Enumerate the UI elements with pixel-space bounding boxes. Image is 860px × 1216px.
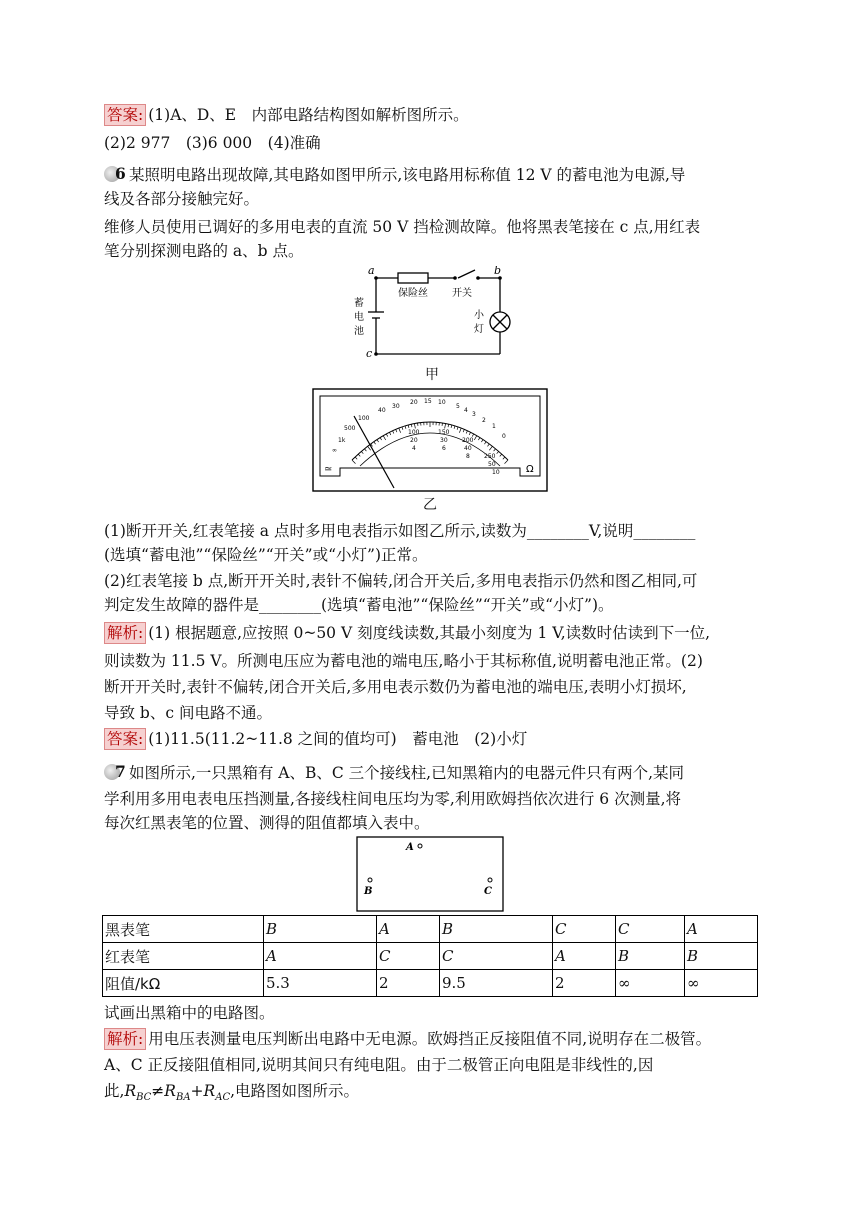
- scale-tick: [408, 425, 409, 428]
- scale-tick: [489, 446, 492, 450]
- q6-answer-line: [104, 728, 527, 750]
- dc3-tick-8: 8: [466, 453, 470, 460]
- scale-tick: [505, 460, 508, 464]
- q7-analysis-line-1: [104, 1028, 711, 1050]
- scale-tick: [361, 451, 363, 453]
- ohm-tick-20: 20: [410, 399, 418, 406]
- table-cell: B: [266, 920, 278, 938]
- scale-tick: [364, 449, 366, 451]
- ohm-tick-4: 4: [464, 407, 468, 414]
- question-number: 6: [115, 164, 126, 183]
- scale-tick: [445, 424, 446, 429]
- scale-tick: [500, 454, 502, 456]
- measurement-table: [102, 915, 758, 997]
- question-number: 7: [115, 762, 126, 781]
- scale-tick: [358, 454, 360, 456]
- ohm-tick-100: 100: [358, 415, 370, 422]
- terminal-a-label: A: [406, 842, 414, 853]
- switch-label: 开关: [452, 288, 472, 299]
- q6-part1-line-2: (选填“蓄电池”“保险丝”“开关”或“小灯”)正常。: [104, 546, 428, 564]
- scale-tick: [503, 457, 505, 459]
- scale-tick: [448, 424, 449, 427]
- answer-tag: 答案:: [104, 104, 146, 126]
- fuse-label: 保险丝: [398, 288, 428, 299]
- dc3-tick-6: 6: [442, 445, 446, 452]
- table-cell: B: [687, 947, 699, 965]
- row-header: 黑表笔: [103, 916, 264, 943]
- ohm-tick-0: 0: [502, 433, 506, 440]
- q6-answer-text: (1)11.5(11.2~11.8 之间的值均可) 蓄电池 (2)小灯: [148, 730, 528, 748]
- scale-tick: [484, 442, 486, 444]
- scale-tick: [487, 444, 489, 446]
- table-cell: 5.3: [264, 970, 377, 997]
- scale-tick: [377, 440, 379, 443]
- q6-analysis-line-3: 断开开关时,表针不偏转,闭合开关后,多用电表示数仍为蓄电池的端电压,表明小灯损坏,: [104, 678, 687, 696]
- q6-analysis-line-1: [104, 622, 710, 644]
- row-header: 红表笔: [103, 943, 264, 970]
- table-cell: C: [618, 920, 630, 938]
- scale-tick: [494, 449, 496, 451]
- table-cell: ∞: [616, 970, 685, 997]
- ohm-tick-2: 2: [482, 417, 486, 424]
- table-cell: B: [442, 920, 454, 938]
- q6-text-4: 笔分别探测电路的 a、b 点。: [104, 242, 304, 260]
- scale-tick: [386, 434, 387, 437]
- dc2-tick-40: 40: [464, 445, 472, 452]
- dc-tick-100: 100: [408, 429, 420, 436]
- multimeter-dial-yi: [312, 388, 548, 492]
- ohm-tick-1: 1: [492, 423, 496, 430]
- table-cell: A: [687, 920, 698, 938]
- table-cell: A: [379, 920, 390, 938]
- answer-line: [104, 104, 469, 126]
- scale-tick: [411, 424, 412, 427]
- scale-tick: [469, 432, 470, 435]
- dc-tick-150: 150: [438, 429, 450, 436]
- scale-tick: [374, 442, 376, 444]
- q6-part2-line-1: (2)红表笔接 b 点,断开开关时,表针不偏转,闭合开关后,多用电表指示仍然和图乙相同,可: [104, 572, 698, 590]
- scale-tick: [457, 427, 458, 430]
- black-box-diagram: [356, 836, 504, 912]
- ohm-tick-30: 30: [392, 403, 400, 410]
- answer-line-2: (2)2 977 (3)6 000 (4)准确: [104, 134, 321, 152]
- ohm-symbol: Ω: [526, 464, 534, 475]
- table-cell: A: [555, 947, 566, 965]
- table-row: [103, 943, 758, 970]
- scale-tick: [463, 429, 464, 432]
- dc2-tick-50: 50: [488, 461, 496, 468]
- q6-part1-line-1: (1)断开开关,红表笔接 a 点时多用电表指示如图乙所示,读数为________V,说明________: [104, 522, 696, 540]
- table-cell: B: [618, 947, 630, 965]
- analysis-tag: 解析:: [104, 622, 146, 644]
- node-c-label: c: [366, 347, 373, 360]
- table-cell: 2: [553, 970, 616, 997]
- scale-tick: [405, 426, 406, 429]
- terminal-c-label: C: [484, 886, 492, 897]
- circuit-diagram-jia: [340, 266, 520, 362]
- q7-text-2: 学利用多用电表电压挡测量,各接线柱间电压均为零,利用欧姆挡依次进行 6 次测量,将: [104, 790, 681, 808]
- q6-analysis-line-4: 导致 b、c 间电路不通。: [104, 704, 272, 722]
- dc-tick-250: 250: [484, 453, 496, 460]
- q7-analysis-line-2: A、C 正反接阻值相同,说明其间只有纯电阻。由于二极管正向电阻是非线性的,因: [104, 1056, 654, 1074]
- table-row: [103, 970, 758, 997]
- table-cell: 9.5: [440, 970, 553, 997]
- q6-analysis-line-2: 则读数为 11.5 V。所测电压应为蓄电池的端电压,略小于其标称值,说明蓄电池正常。(2): [104, 652, 703, 670]
- scale-tick: [451, 425, 452, 428]
- q6-analysis-text-1: (1) 根据题意,应按照 0~50 V 刻度线读数,其最小刻度为 1 V,读数时估读到下一位,: [148, 624, 711, 642]
- ohm-tick-5: 5: [456, 403, 460, 410]
- ohm-tick-10: 10: [438, 399, 446, 406]
- battery-label-1: 蓄: [354, 298, 364, 309]
- battery-label-3: 池: [354, 326, 364, 337]
- scale-tick: [368, 446, 371, 450]
- scale-tick: [399, 428, 401, 433]
- question-number-badge: [104, 166, 124, 182]
- scale-tick: [355, 457, 357, 459]
- table-cell: 2: [377, 970, 440, 997]
- q6-part2-line-2: 判定发生故障的器件是________(选填“蓄电池”“保险丝”“开关”或“小灯”)。: [104, 596, 614, 614]
- table-cell: ∞: [685, 970, 758, 997]
- q6-text-2: 线及各部分接触完好。: [104, 190, 260, 208]
- ohm-tick-1k: 1k: [338, 437, 346, 444]
- lamp-label-1: 小: [474, 310, 484, 321]
- q7-analysis-text-1: 用电压表测量电压判断出电路中无电源。欧姆挡正反接阻值不同,说明存在二极管。: [148, 1030, 712, 1048]
- scale-tick: [396, 429, 397, 432]
- scale-tick: [352, 460, 355, 464]
- dc2-tick-20: 20: [410, 437, 418, 444]
- q7-line-1: [104, 762, 684, 784]
- scale-tick: [389, 432, 390, 435]
- battery-label-2: 电: [354, 312, 364, 323]
- scale-tick: [481, 440, 483, 443]
- q6-line-1: [104, 164, 685, 186]
- ohm-tick-40: 40: [378, 407, 386, 414]
- table-cell: C: [442, 947, 454, 965]
- lamp-label-2: 灯: [474, 324, 484, 335]
- answer-text: (1)A、D、E 内部电路结构图如解析图所示。: [148, 106, 469, 124]
- scale-tick: [383, 436, 386, 440]
- terminal-b-label: B: [364, 886, 373, 897]
- table-cell: C: [555, 920, 567, 938]
- scale-tick: [459, 428, 461, 433]
- ac-symbol: ≃: [324, 464, 333, 475]
- dc2-tick-30: 30: [440, 437, 448, 444]
- q6-text-3: 维修人员使用已调好的多用电表的直流 50 V 挡检测故障。他将黑表笔接在 c 点,用红表: [104, 218, 701, 236]
- ohm-tick-500: 500: [344, 425, 356, 432]
- dc3-tick-4: 4: [412, 445, 416, 452]
- ohm-tick-15: 15: [424, 398, 432, 405]
- q7-analysis-line-3: 此$,R_{BC}\ne R_{BA}+R_{AC}$,电路图如图所示。: [104, 1082, 360, 1104]
- dc-tick-200: 200: [462, 437, 474, 444]
- q7-text-3: 每次红黑表笔的位置、测得的阻值都填入表中。: [104, 814, 430, 832]
- scale-tick: [380, 438, 382, 441]
- table-cell: A: [266, 947, 277, 965]
- ohm-tick-3: 3: [472, 411, 476, 418]
- ohm-tick-inf: ∞: [332, 447, 337, 454]
- figure-caption-yi: 乙: [423, 497, 437, 513]
- scale-tick: [474, 436, 477, 440]
- scale-tick: [454, 426, 455, 429]
- question-number-badge: [104, 764, 124, 780]
- scale-tick: [393, 431, 394, 434]
- scale-tick: [402, 427, 403, 430]
- scale-tick: [478, 438, 480, 441]
- node-b-label: b: [494, 266, 502, 277]
- analysis-tag: 解析:: [104, 1028, 146, 1050]
- figure-caption-jia: 甲: [425, 367, 439, 383]
- table-cell: C: [379, 947, 391, 965]
- answer-tag: 答案:: [104, 728, 146, 750]
- dc3-tick-10: 10: [492, 469, 500, 476]
- row-header: 阻值/kΩ: [103, 970, 264, 997]
- table-row: [103, 916, 758, 943]
- q7-task: 试画出黑箱中的电路图。: [104, 1004, 275, 1022]
- q6-text-1: 某照明电路出现故障,其电路如图甲所示,该电路用标称值 12 V 的蓄电池为电源,导: [128, 166, 686, 184]
- scale-tick: [497, 451, 499, 453]
- scale-tick: [466, 431, 467, 434]
- node-a-label: a: [368, 266, 375, 277]
- q7-text-1: 如图所示,一只黑箱有 A、B、C 三个接线柱,已知黑箱内的电器元件只有两个,某同: [128, 764, 685, 782]
- scale-tick: [414, 424, 415, 429]
